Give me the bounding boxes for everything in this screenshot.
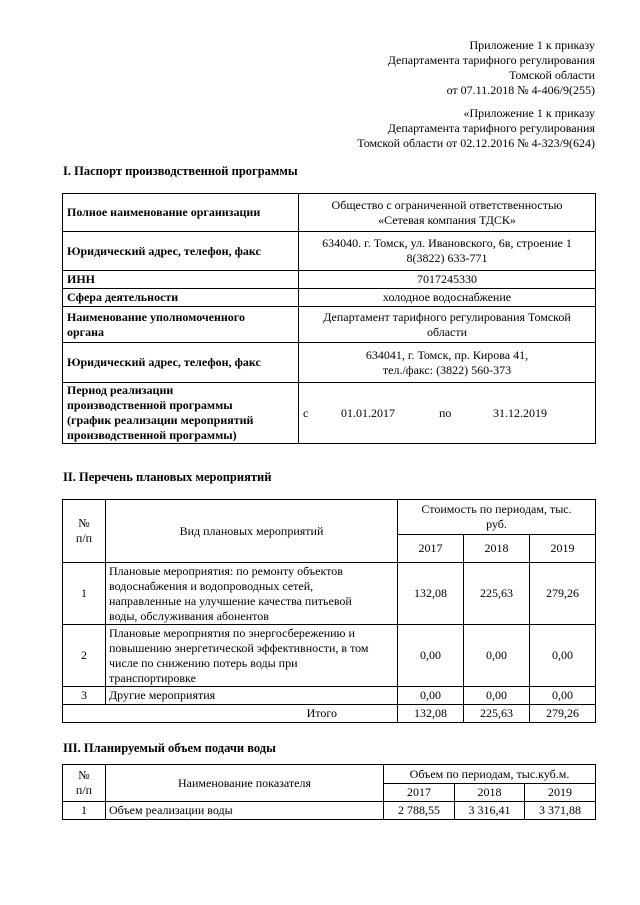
row-value: 0,00	[530, 687, 596, 705]
appendix-line: Департамента тарифного регулирования	[387, 121, 595, 135]
row-label: Юридический адрес, телефон, факс	[63, 343, 299, 383]
period-from-word: с	[303, 405, 309, 420]
table-total-row	[63, 705, 596, 723]
label-line: Наименование уполномоченного	[67, 309, 245, 324]
table-row	[63, 289, 596, 307]
row-value: 7017245330	[299, 271, 596, 289]
section-2-title: II. Перечень плановых мероприятий	[63, 470, 272, 484]
value-line: Общество с ограниченной ответственностью	[331, 197, 563, 212]
table-row	[63, 687, 596, 705]
appendix-line: Томской области	[509, 68, 595, 82]
col-header-activity-type: Вид плановых мероприятий	[106, 500, 398, 563]
row-value: 0,00	[398, 687, 464, 705]
row-value	[299, 307, 596, 343]
col-header-number	[63, 765, 106, 802]
section-1-title: I. Паспорт производственной программы	[63, 164, 298, 178]
col-header-year: 2018	[455, 784, 525, 802]
col-header-cost	[398, 500, 596, 535]
row-activity: Другие мероприятия	[106, 687, 398, 705]
row-number: 1	[63, 802, 106, 820]
activity-line: воды, обслуживания абонентов	[109, 608, 269, 623]
value-line: тел./факс: (3822) 560-373	[382, 362, 512, 377]
total-label: Итого	[63, 705, 398, 723]
row-number: 3	[63, 687, 106, 705]
activity-line: водоснабжения и водопроводных сетей,	[109, 578, 314, 593]
row-value: 279,26	[530, 563, 596, 625]
activity-line: направленные на улучшение качества питьевой	[109, 593, 352, 608]
activity-line: повышению энергетической эффективности, в том	[109, 640, 369, 655]
appendix-line: Департамента тарифного регулирования	[387, 53, 595, 67]
table-row	[63, 802, 596, 820]
section-3-title: III. Планируемый объем подачи воды	[63, 741, 276, 755]
appendix-reference-current	[388, 38, 595, 98]
header-line: п/п	[75, 783, 93, 797]
label-line: (график реализации мероприятий	[67, 413, 254, 427]
appendix-line: от 07.11.2018 № 4-406/9(255)	[446, 83, 595, 97]
row-value: 0,00	[398, 625, 464, 687]
header-line: №	[78, 516, 90, 530]
table-row	[63, 232, 596, 271]
col-header-indicator: Наименование показателя	[106, 765, 384, 802]
activity-line: транспортировке	[109, 670, 196, 685]
row-value: 3 371,88	[525, 802, 596, 820]
col-header-year: 2019	[530, 535, 596, 563]
row-value	[299, 194, 596, 232]
row-value: 3 316,41	[455, 802, 525, 820]
activity-line: Плановые мероприятия по энергосбережению и	[109, 625, 355, 640]
table-header-row	[63, 765, 596, 784]
table-row	[63, 194, 596, 232]
row-label: Полное наименование организации	[63, 194, 299, 232]
row-activity	[106, 625, 398, 687]
value-line: области	[426, 324, 468, 339]
value-line: Департамент тарифного регулирования Томской	[323, 309, 571, 324]
period-to-date: 31.12.2019	[493, 405, 547, 420]
row-value: холодное водоснабжение	[299, 289, 596, 307]
row-number: 2	[63, 625, 106, 687]
row-value: 0,00	[464, 625, 530, 687]
table-row	[63, 343, 596, 383]
row-label: ИНН	[63, 271, 299, 289]
activity-line: Плановые мероприятия: по ремонту объектов	[109, 563, 343, 578]
period-label	[63, 383, 299, 444]
table-row	[63, 383, 596, 444]
row-indicator: Объем реализации воды	[106, 802, 384, 820]
row-value	[299, 343, 596, 383]
total-value: 132,08	[398, 705, 464, 723]
table-row	[63, 625, 596, 687]
appendix-line: «Приложение 1 к приказу	[463, 106, 595, 120]
table-row	[63, 563, 596, 625]
row-value	[299, 232, 596, 271]
row-value: 225,63	[464, 563, 530, 625]
header-line: Стоимость по периодам, тыс.	[421, 502, 572, 516]
row-value: 132,08	[398, 563, 464, 625]
value-line: 634040. г. Томск, ул. Ивановского, 6в, строение 1	[322, 236, 572, 250]
header-line: №	[78, 768, 90, 782]
col-header-year: 2018	[464, 535, 530, 563]
planned-activities-table	[62, 499, 596, 723]
label-line: Период реализации	[67, 383, 174, 397]
label-line: производственной программы	[67, 398, 233, 412]
appendix-reference-original	[357, 106, 595, 151]
row-value: 2 788,55	[384, 802, 455, 820]
row-label	[63, 307, 299, 343]
period-value	[299, 383, 596, 444]
col-header-year: 2019	[525, 784, 596, 802]
label-line: органа	[67, 324, 105, 339]
water-supply-volume-table	[62, 764, 596, 820]
value-line: 634041, г. Томск, пр. Кирова 41,	[365, 347, 529, 362]
program-passport-table	[62, 193, 596, 444]
table-row	[63, 307, 596, 343]
period-to-word: по	[439, 405, 452, 420]
col-header-year: 2017	[398, 535, 464, 563]
row-activity	[106, 563, 398, 625]
value-line: «Сетевая компания ТДСК»	[378, 212, 516, 227]
row-label: Юридический адрес, телефон, факс	[63, 232, 299, 271]
appendix-line: Томской области от 02.12.2016 № 4-323/9(624)	[357, 136, 595, 150]
table-row	[63, 271, 596, 289]
appendix-line: Приложение 1 к приказу	[469, 38, 595, 52]
value-line: 8(3822) 633-771	[406, 251, 488, 265]
col-header-year: 2017	[384, 784, 455, 802]
activity-line: числе по снижению потерь воды при	[109, 655, 298, 670]
period-from-date: 01.01.2017	[341, 405, 395, 420]
col-header-volume: Объем по периодам, тыс.куб.м.	[384, 765, 596, 784]
header-line: п/п	[75, 531, 93, 545]
col-header-number	[63, 500, 106, 563]
table-header-row	[63, 500, 596, 535]
header-line: руб.	[486, 517, 507, 531]
total-value: 225,63	[464, 705, 530, 723]
label-line: производственной программы)	[67, 428, 237, 442]
row-label: Сфера деятельности	[63, 289, 299, 307]
row-value: 0,00	[464, 687, 530, 705]
row-value: 0,00	[530, 625, 596, 687]
total-value: 279,26	[530, 705, 596, 723]
row-number: 1	[63, 563, 106, 625]
